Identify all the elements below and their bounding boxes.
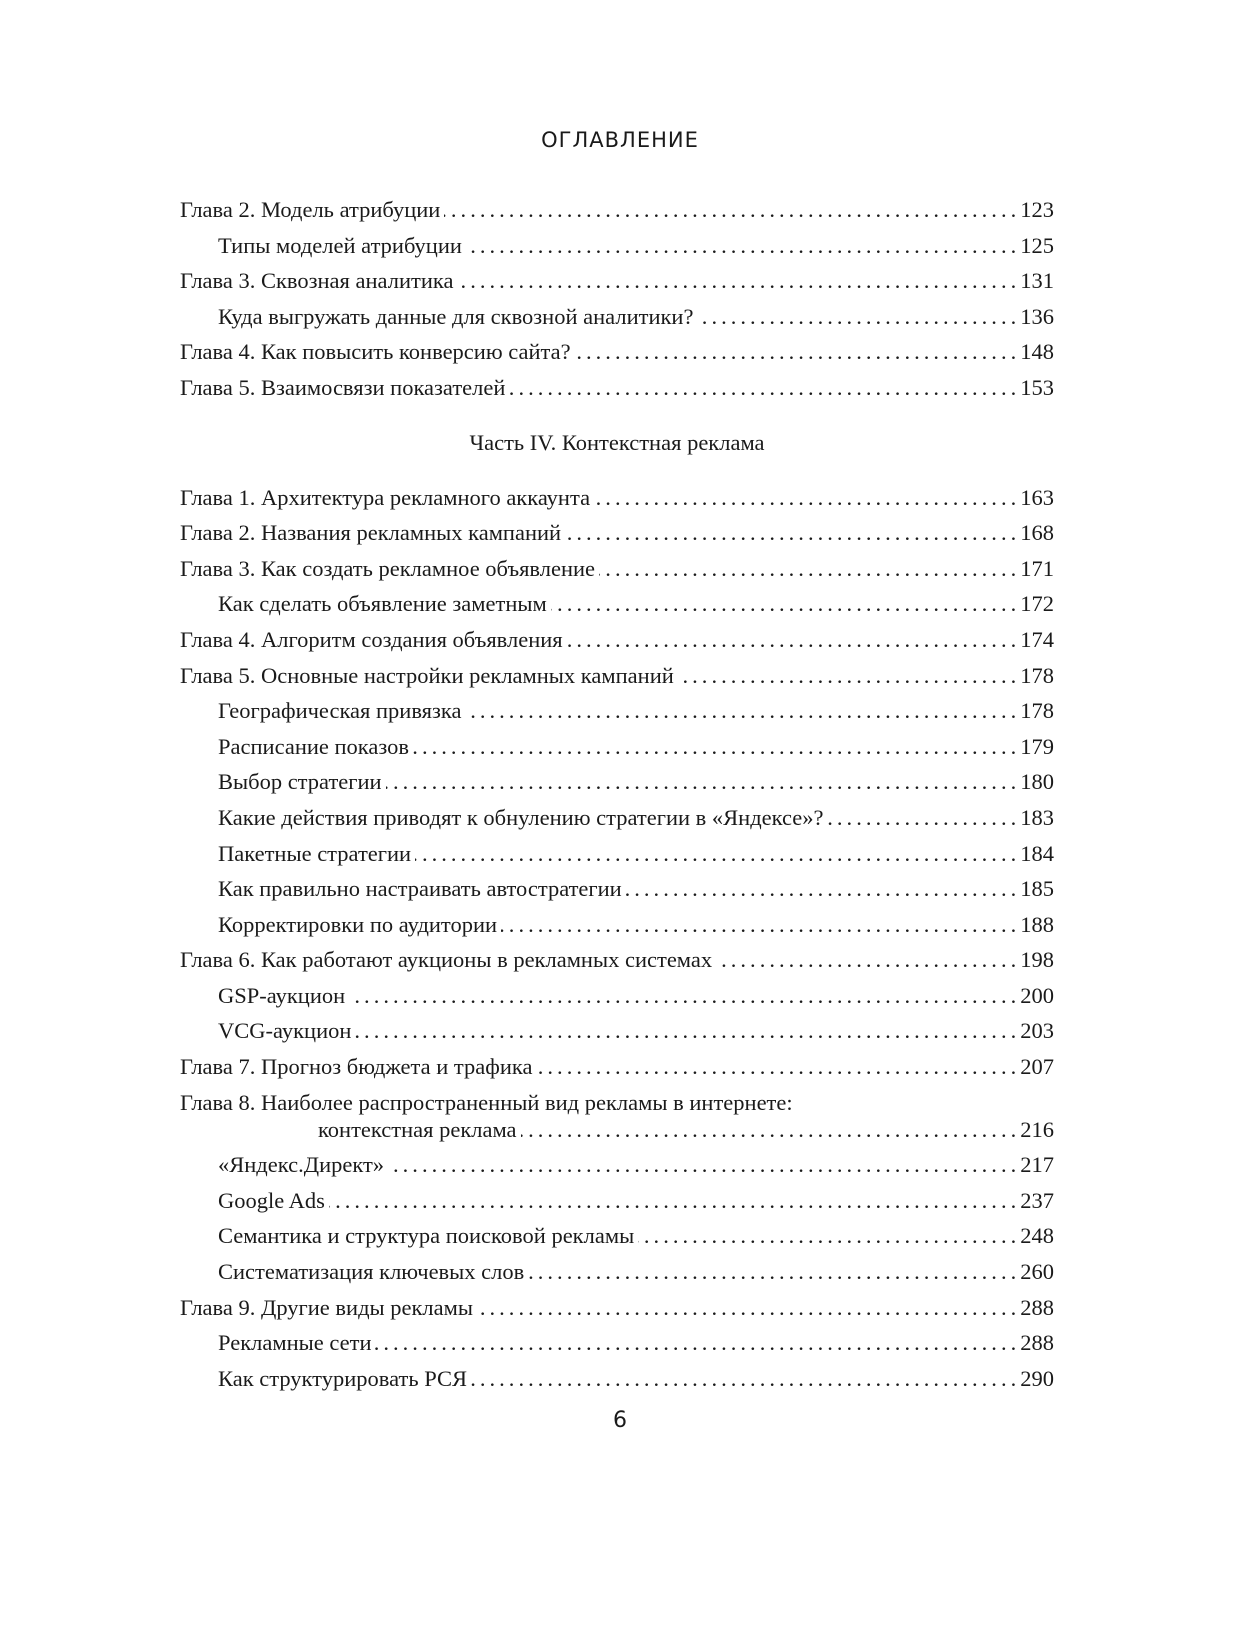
entry-title: Рекламные сети — [218, 1330, 372, 1356]
toc-chapter-entry[interactable] — [180, 515, 1054, 551]
dot-leader — [551, 586, 1017, 622]
entry-title: Как структурировать РСЯ — [218, 1365, 468, 1391]
toc-chapter-entry[interactable] — [180, 942, 1054, 978]
toc-section-entry[interactable] — [180, 871, 1054, 907]
entry-title: Глава 2. Названия рекламных кампаний — [180, 520, 562, 546]
dot-leader — [444, 192, 1016, 228]
page-title: ОГЛАВЛЕНИЕ — [541, 128, 699, 153]
dot-leader — [575, 334, 1017, 370]
entry-page-number: 216 — [1020, 1116, 1054, 1142]
toc-section-entry[interactable] — [180, 1325, 1054, 1361]
toc-section-entry[interactable] — [180, 299, 1054, 335]
entry-title: Глава 7. Прогноз бюджета и трафика — [180, 1054, 533, 1080]
entry-page-number: 198 — [1020, 947, 1054, 973]
dot-leader — [678, 658, 1016, 694]
dot-leader — [375, 1325, 1016, 1361]
entry-page-number: 260 — [1020, 1259, 1054, 1285]
toc-section-entry[interactable] — [180, 228, 1054, 264]
toc-section-entry[interactable] — [180, 978, 1054, 1014]
entry-title: контекстная реклама — [318, 1116, 517, 1142]
entry-title: Глава 3. Сквозная аналитика — [180, 268, 454, 294]
toc-section-entry[interactable] — [180, 836, 1054, 872]
entry-page-number: 288 — [1020, 1294, 1054, 1320]
entry-title: «Яндекс.Директ» — [218, 1152, 385, 1178]
entry-title: Географическая привязка — [218, 698, 462, 724]
toc-section-entry[interactable] — [180, 586, 1054, 622]
dot-leader — [415, 836, 1016, 872]
dot-leader — [536, 1049, 1016, 1085]
entry-page-number: 174 — [1020, 626, 1054, 652]
toc-chapter-entry[interactable] — [180, 622, 1054, 658]
toc-chapter-entry[interactable] — [180, 480, 1054, 516]
toc-section-entry[interactable] — [180, 1147, 1054, 1183]
entry-page-number: 148 — [1020, 339, 1054, 365]
entry-title: Семантика и структура поисковой рекламы — [218, 1223, 635, 1249]
dot-leader — [466, 693, 1017, 729]
entry-title: Глава 2. Модель атрибуции — [180, 197, 441, 222]
entry-page-number: 288 — [1020, 1330, 1054, 1356]
entry-title: Куда выгружать данные для сквозной аналитики? — [218, 303, 694, 329]
entry-page-number: 203 — [1020, 1018, 1054, 1044]
toc-chapter-entry[interactable] — [180, 1112, 1054, 1148]
entry-title: Глава 6. Как работают аукционы в рекламных системах — [180, 947, 713, 973]
dot-leader — [638, 1218, 1016, 1254]
entry-page-number: 183 — [1020, 804, 1054, 830]
dot-leader — [471, 1361, 1016, 1397]
entry-page-number: 123 — [1020, 197, 1054, 222]
entry-title: Расписание показов — [218, 733, 410, 759]
entry-title: Как правильно настраивать автостратегии — [218, 876, 622, 902]
toc-section-entry[interactable] — [180, 729, 1054, 765]
dot-leader — [386, 764, 1017, 800]
entry-page-number: 178 — [1020, 662, 1054, 688]
toc-section-entry[interactable] — [180, 1254, 1054, 1290]
entry-title: Глава 4. Алгоритм создания объявления — [180, 626, 563, 652]
dot-leader — [509, 370, 1016, 406]
entry-title: Корректировки по аудитории — [218, 911, 498, 937]
entry-title: Google Ads — [218, 1187, 325, 1213]
entry-title: Типы моделей атрибуции — [218, 232, 462, 258]
dot-leader — [501, 907, 1016, 943]
toc-section-entry[interactable] — [180, 1013, 1054, 1049]
entry-title: Систематизация ключевых слов — [218, 1259, 525, 1285]
toc-chapter-entry[interactable] — [180, 658, 1054, 694]
dot-leader — [828, 800, 1017, 836]
entry-title: Выбор стратегии — [218, 769, 382, 795]
entry-page-number: 185 — [1020, 876, 1054, 902]
entry-title: Глава 5. Основные настройки рекламных кампаний — [180, 662, 674, 688]
dot-leader — [565, 515, 1016, 551]
dot-leader — [594, 480, 1016, 516]
entry-page-number: 188 — [1020, 911, 1054, 937]
toc-chapter-entry[interactable] — [180, 1085, 1054, 1115]
entry-title: Глава 3. Как создать рекламное объявление — [180, 555, 596, 581]
toc-chapter-entry[interactable] — [180, 370, 1054, 406]
dot-leader — [329, 1183, 1016, 1219]
dot-leader — [388, 1147, 1016, 1183]
toc-section-entry[interactable] — [180, 1361, 1054, 1397]
entry-page-number: 171 — [1020, 555, 1054, 581]
entry-page-number: 290 — [1020, 1365, 1054, 1391]
entry-page-number: 217 — [1020, 1152, 1054, 1178]
dot-leader — [528, 1254, 1016, 1290]
entry-title: Глава 1. Архитектура рекламного аккаунта — [180, 484, 591, 510]
toc-chapter-entry[interactable] — [180, 334, 1054, 370]
entry-page-number: 237 — [1020, 1187, 1054, 1213]
dot-leader — [466, 228, 1016, 264]
part-heading: Часть IV. Контекстная реклама — [469, 429, 765, 455]
toc-chapter-entry[interactable] — [180, 1290, 1054, 1326]
toc-section-entry[interactable] — [180, 907, 1054, 943]
entry-page-number: 184 — [1020, 840, 1054, 866]
dot-leader — [697, 299, 1016, 335]
entry-title: Глава 8. Наиболее распространенный вид рекламы в интернете: — [180, 1089, 793, 1115]
entry-page-number: 131 — [1020, 268, 1054, 294]
dot-leader — [716, 942, 1016, 978]
dot-leader — [567, 622, 1017, 658]
dot-leader — [599, 551, 1016, 587]
entry-page-number: 207 — [1020, 1054, 1054, 1080]
entry-title: VCG-аукцион — [218, 1018, 352, 1044]
entry-page-number: 248 — [1020, 1223, 1054, 1249]
entry-page-number: 153 — [1020, 374, 1054, 400]
toc-chapter-entry[interactable] — [180, 551, 1054, 587]
table-of-contents — [180, 192, 1054, 1396]
entry-page-number: 180 — [1020, 769, 1054, 795]
entry-page-number: 179 — [1020, 733, 1054, 759]
dot-leader — [521, 1112, 1017, 1148]
entry-page-number: 200 — [1020, 982, 1054, 1008]
entry-page-number: 125 — [1020, 232, 1054, 258]
entry-page-number: 172 — [1020, 591, 1054, 617]
toc-section-entry[interactable] — [180, 1183, 1054, 1219]
dot-leader — [349, 978, 1016, 1014]
page-number: 6 — [613, 1408, 627, 1433]
entry-title: Глава 4. Как повысить конверсию сайта? — [180, 339, 571, 365]
dot-leader — [413, 729, 1016, 765]
entry-page-number: 178 — [1020, 698, 1054, 724]
entry-title: GSP-аукцион — [218, 982, 346, 1008]
toc-chapter-entry[interactable] — [180, 1049, 1054, 1085]
entry-page-number: 168 — [1020, 520, 1054, 546]
dot-leader — [626, 871, 1017, 907]
toc-section-entry[interactable] — [180, 800, 1054, 836]
entry-title: Какие действия приводят к обнулению стратегии в «Яндексе»? — [218, 804, 824, 830]
dot-leader — [477, 1290, 1016, 1326]
toc-chapter-entry[interactable] — [180, 263, 1054, 299]
entry-title: Глава 5. Взаимосвязи показателей — [180, 374, 506, 400]
entry-page-number: 163 — [1020, 484, 1054, 510]
dot-leader — [457, 263, 1016, 299]
entry-title: Как сделать объявление заметным — [218, 591, 547, 617]
toc-chapter-entry[interactable] — [180, 192, 1054, 228]
entry-title: Глава 9. Другие виды рекламы — [180, 1294, 473, 1320]
entry-title: Пакетные стратегии — [218, 840, 412, 866]
dot-leader — [355, 1013, 1016, 1049]
toc-section-entry[interactable] — [180, 1218, 1054, 1254]
toc-section-entry[interactable] — [180, 764, 1054, 800]
entry-page-number: 136 — [1020, 303, 1054, 329]
toc-section-entry[interactable] — [180, 693, 1054, 729]
